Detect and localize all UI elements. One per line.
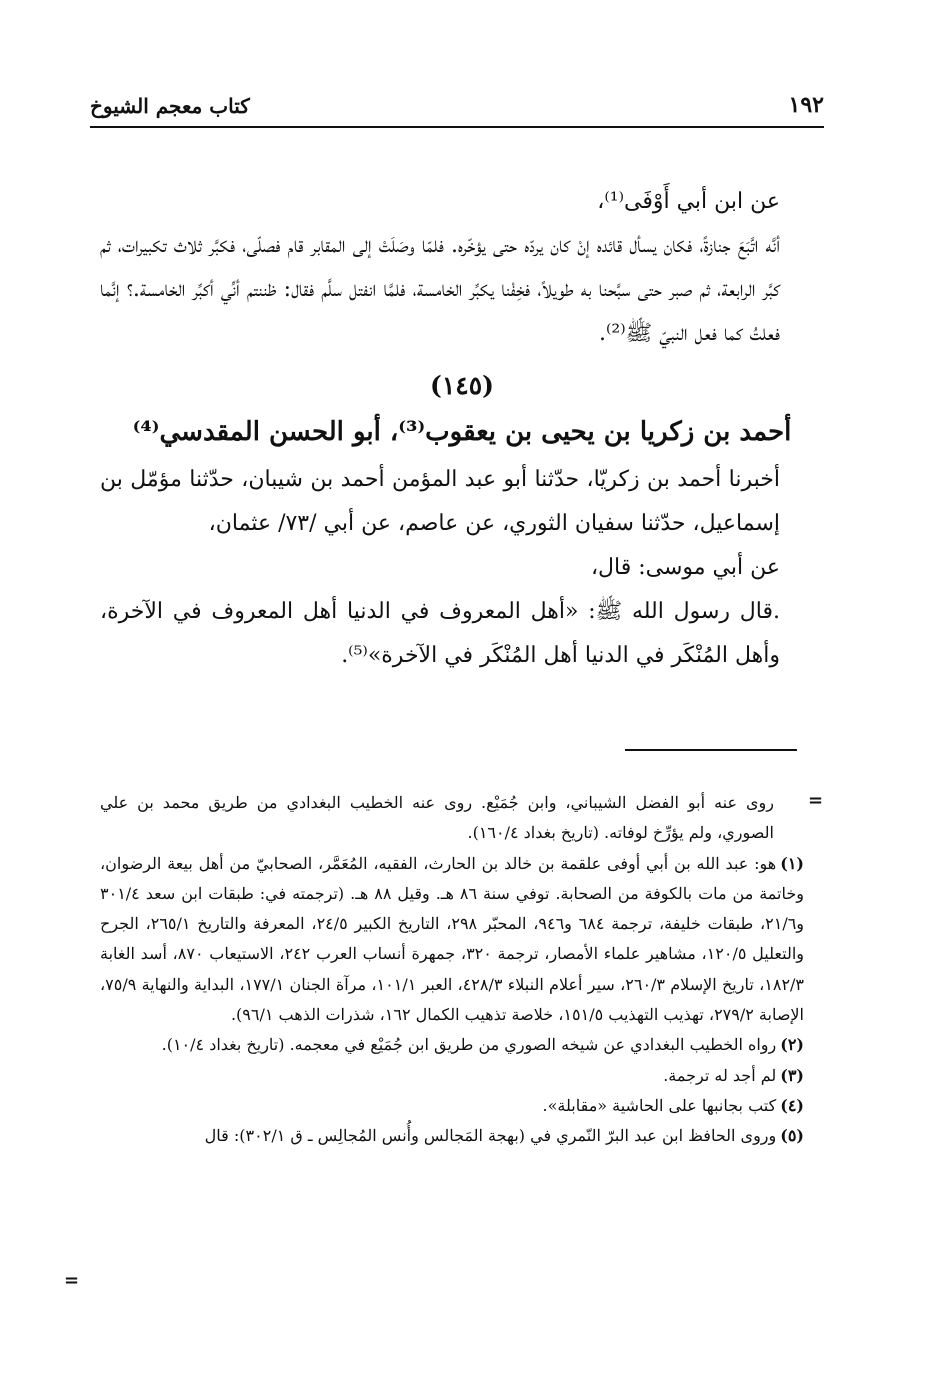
paragraph-chain-1: عن ابن أبي أَوْفَى⁽¹⁾،	[597, 189, 780, 214]
entry-title: أحمد بن زكريا بن يحيى بن يعقوب⁽³⁾، أبو الحسن المقدسي⁽⁴⁾	[132, 417, 792, 447]
book-title: كتاب معجم الشيوخ	[90, 94, 250, 118]
footnote-text: وروى الحافظ ابن عبد البرّ النّمري في (بهجة المَجالس وأُنس المُجالِس ـ ق ٣٠٢/١): قال	[204, 1126, 777, 1146]
continuation-marker-bottom: =	[64, 1270, 80, 1291]
continuation-marker-top: =	[808, 790, 824, 811]
footnotes	[100, 788, 804, 1152]
page-number: ١٩٢	[788, 92, 824, 118]
footnote-text: كتب بجانبها على الحاشية «مقابلة».	[542, 1095, 777, 1115]
footnote-number: (١)	[780, 853, 804, 873]
footnote-continuation: روى عنه أبو الفضل الشيباني، وابن جُمَيْع. روى عنه الخطيب البغدادي من طريق محمد بن علي الصوري، ولم يؤرِّخ لوفاته. (تاريخ بغداد ١٦٠/٤).	[100, 793, 774, 843]
paragraph-hadith-1: أنَّه اتَّبَعَ جنازةً، فكان يسأل قائده إنْ كان يردّه حتى يؤخّره. فلمّا وصَلَتْ إلى المقابر قام فصلّى، فكبَّر ثلاث تكبيرات، ثم كبَّر الرابعة، ثم صبر حتى سبَّحنا به طويلاً، فخِفْنا يكبِّر الخامسة، فلمَّا انفتل سلَّم فقال: ظننتم أنِّي أكبِّر الخامسة.؟ إنَّما فعلتُ كما فعل النبيّ ﷺ⁽²⁾.	[100, 233, 780, 346]
footnote-2	[100, 1030, 804, 1060]
footnote-number: (٣)	[780, 1065, 804, 1085]
footnote-text: هو: عبد الله بن أبي أوفى علقمة بن خالد بن الحارث، الفقيه، المُعَمَّر، الصحابيّ من أهل بيعة الرضوان، وخاتمة من مات بالكوفة من الصحابة. توفي سنة ٨٦ هـ. وقيل ٨٨ هـ. (ترجمته في: طبقات ابن سعد ٣٠١/٤ و٢١/٦، طبقات خليفة، ترجمة ٦٨٤ و٩٤٦، المحبّر ٢٩٨، التاريخ الكبير ٢٤/٥، المعرفة والتاريخ ٢٦٥/١، الجرح والتعليل ١٢٠/٥، مشاهير علماء الأمصار، ترجمة ٣٢٠، جمهرة أنساب العرب ٢٤٢، الاستيعاب ٨٧٠، أسد الغابة ١٨٢/٣، تاريخ الإسلام ٢٦٠/٣، سير أعلام النبلاء ٤٢٨/٣، العبر ١٠١/١، مرآة الجنان ١٧٧/١، البداية والنهاية ٧٥/٩، الإصابة ٢٧٩/٢، تهذيب التهذيب ١٥١/٥، خلاصة تذهيب الكمال ١٦٢، شذرات الذهب ٩٦/١).	[100, 853, 805, 1025]
footnote-text: رواه الخطيب البغدادي عن شيخه الصوري من طريق ابن جُمَيْع في معجمه. (تاريخ بغداد ١٠/٤).	[161, 1035, 777, 1055]
paragraph-hadith-2: .قال رسول الله ﷺ: «أهل المعروف في الدنيا أهل المعروف في الآخرة، وأهل المُنْكَر في الدنيا أهل المُنْكَر في الآخرة»⁽⁵⁾.	[100, 599, 780, 668]
footnote-number: (٥)	[780, 1126, 804, 1146]
footnote-4	[100, 1091, 804, 1121]
main-text	[100, 180, 824, 678]
paragraph-chain-2: أخبرنا أحمد بن زكريّا، حدّثنا أبو عبد المؤمن أحمد بن شيبان، حدّثنا مؤمّل بن إسماعيل، حدّثنا سفيان الثوري، عن عاصم، عن أبي /٧٣/ عثمان،	[100, 467, 780, 536]
page-header	[90, 92, 824, 128]
footnote-separator	[625, 749, 797, 751]
entry-number: (١٤٥)	[430, 371, 494, 400]
footnote-number: (٤)	[780, 1095, 804, 1115]
footnote-5	[100, 1121, 804, 1151]
footnote-3	[100, 1061, 804, 1091]
paragraph-chain-3: عن أبي موسى: قال،	[590, 555, 780, 580]
footnote-text: لم أجد له ترجمة.	[663, 1065, 777, 1085]
footnote-number: (٢)	[780, 1035, 804, 1055]
footnote-1	[100, 849, 804, 1031]
